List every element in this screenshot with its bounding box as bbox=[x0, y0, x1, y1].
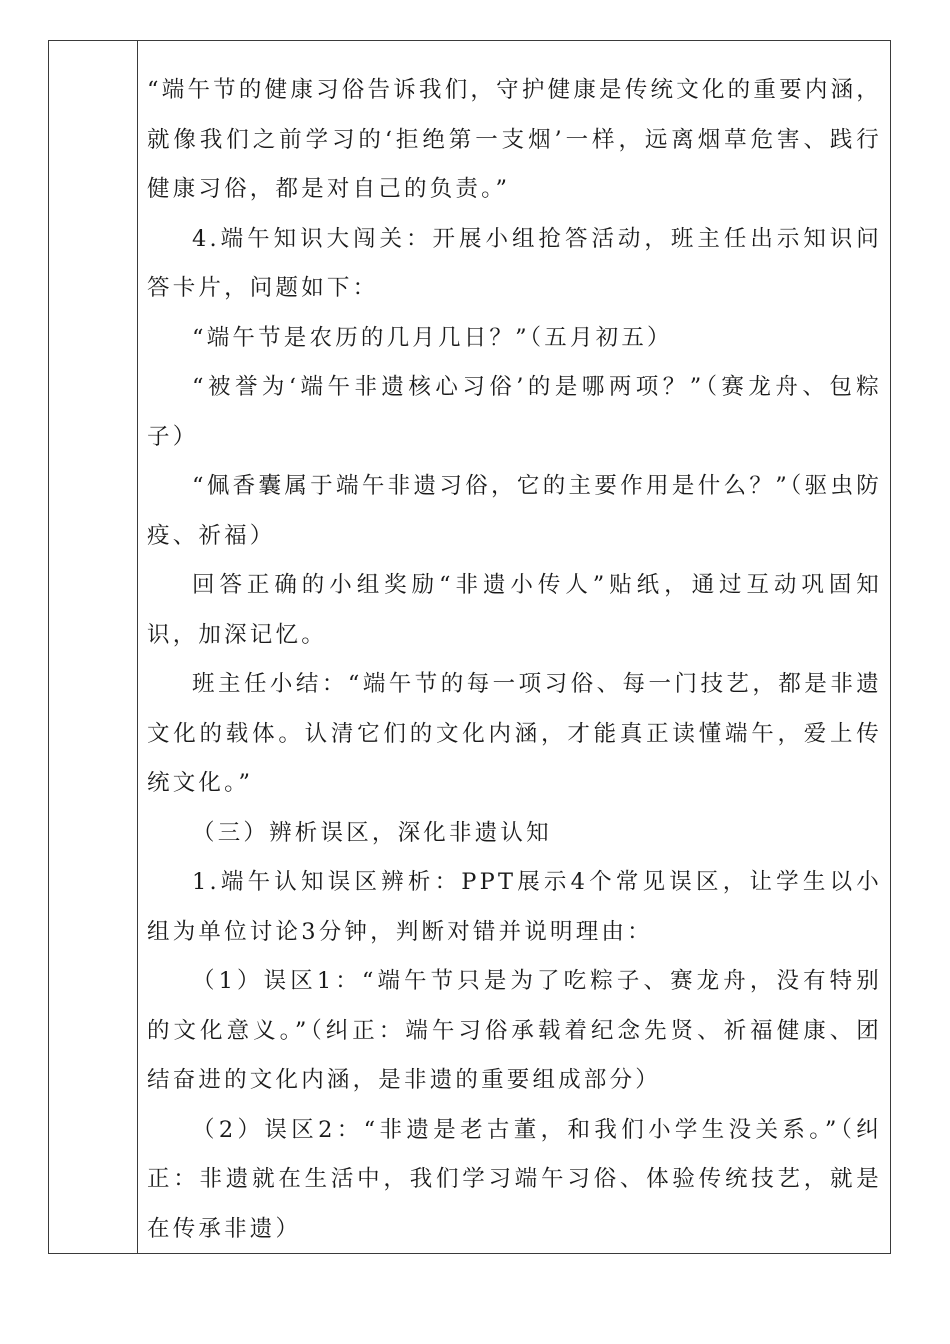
misconception-2: （2）误区2：“非遗是老古董，和我们小学生没关系。”（纠正：非遗就在生活中，我们学习端午习俗、体验传统技艺，就是在传承非遗） bbox=[147, 1116, 882, 1242]
content-cell bbox=[147, 66, 882, 1254]
paragraph-teacher-summary: 班主任小结：“端午节的每一项习俗、每一门技艺，都是非遗文化的载体。认清它们的文化内涵，才能真正读懂端午，爱上传统文化。” bbox=[147, 671, 882, 796]
quiz-question-2: “被誉为‘端午非遗核心习俗’的是哪两项？”（赛龙舟、包粽子） bbox=[147, 374, 882, 450]
paragraph-misconception-intro: 1.端午认知误区辨析：PPT展示4个常见误区，让学生以小组为单位讨论3分钟，判断对错并说明理由： bbox=[147, 869, 882, 945]
quiz-question-3: “佩香囊属于端午非遗习俗，它的主要作用是什么？”（驱虫防疫、祈福） bbox=[147, 473, 882, 549]
section-heading: （三）辨析误区，深化非遗认知 bbox=[192, 819, 552, 846]
paragraph-reward: 回答正确的小组奖励“非遗小传人”贴纸，通过互动巩固知识，加深记忆。 bbox=[147, 572, 882, 648]
misconception-1: （1）误区1：“端午节只是为了吃粽子、赛龙舟，没有特别的文化意义。”（纠正：端午习俗承载着纪念先贤、祈福健康、团结奋进的文化内涵，是非遗的重要组成部分） bbox=[147, 968, 882, 1093]
paragraph-knowledge-quiz: 4.端午知识大闯关：开展小组抢答活动，班主任出示知识问答卡片，问题如下： bbox=[147, 225, 882, 301]
quiz-question-1: “端午节是农历的几月几日？”（五月初五） bbox=[192, 324, 673, 351]
paragraph-health-customs: “端午节的健康习俗告诉我们，守护健康是传统文化的重要内涵，就像我们之前学习的‘拒绝第一支烟’一样，远离烟草危害、践行健康习俗，都是对自己的负责。” bbox=[147, 77, 882, 202]
column-divider bbox=[137, 40, 138, 1254]
left-label-cell bbox=[49, 41, 136, 1253]
